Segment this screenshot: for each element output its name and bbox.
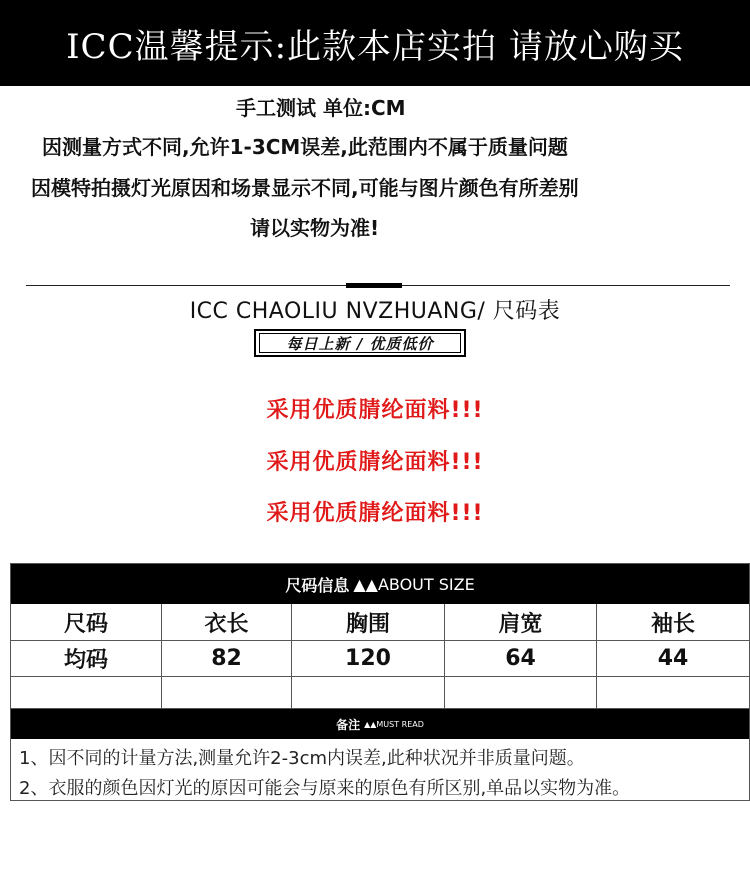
tagline-text: 每日上新 / 优质低价 — [259, 333, 461, 353]
notes-header-en: ▲▲MUST READ — [364, 719, 424, 729]
size-header-en: ▲▲ABOUT SIZE — [353, 574, 475, 594]
section-divider-accent — [346, 283, 402, 288]
section-title: ICC CHAOLIU NVZHUANG/ 尺码表 — [189, 299, 561, 324]
column-header-bust: 胸围 — [292, 604, 445, 641]
table-row — [11, 641, 749, 677]
cell-empty — [292, 677, 445, 709]
size-table-header — [11, 564, 749, 604]
cell-empty — [162, 677, 292, 709]
top-banner — [0, 0, 750, 86]
column-header-sleeve: 袖长 — [597, 604, 749, 641]
column-header-shoulder: 肩宽 — [445, 604, 597, 641]
table-row-empty — [11, 677, 749, 709]
tagline-box — [254, 329, 466, 357]
notes-header-cn: 备注 — [336, 717, 361, 732]
notice-tolerance: 因测量方式不同,允许1-3CM误差,此范围内不属于质量问题 — [42, 135, 568, 159]
notes-header — [11, 709, 749, 739]
note-line-2: 2、衣服的颜色因灯光的原因可能会与原来的原色有所区别,单品以实物为准。 — [19, 778, 631, 799]
size-table — [10, 563, 750, 801]
cell-empty — [597, 677, 749, 709]
size-header-cn: 尺码信息 — [285, 575, 350, 595]
note-line-1: 1、因不同的计量方法,测量允许2-3cm内误差,此种状况并非质量问题。 — [19, 748, 585, 769]
column-header-size: 尺码 — [11, 604, 162, 641]
cell-empty — [11, 677, 162, 709]
cell-sleeve: 44 — [597, 641, 749, 677]
highlight-line-1: 采用优质腈纶面料!!! — [266, 398, 484, 423]
cell-length: 82 — [162, 641, 292, 677]
cell-bust: 120 — [292, 641, 445, 677]
table-header-row — [11, 604, 749, 641]
banner-text: ICC温馨提示:此款本店实拍 请放心购买 — [66, 26, 684, 67]
notice-color: 因模特拍摄灯光原因和场景显示不同,可能与图片颜色有所差别 — [31, 176, 579, 200]
cell-empty — [445, 677, 597, 709]
highlight-line-2: 采用优质腈纶面料!!! — [266, 450, 484, 475]
column-header-length: 衣长 — [162, 604, 292, 641]
cell-shoulder: 64 — [445, 641, 597, 677]
notice-unit: 手工测试 单位:CM — [236, 96, 406, 120]
highlight-line-3: 采用优质腈纶面料!!! — [266, 501, 484, 526]
notice-actual: 请以实物为准! — [250, 216, 380, 240]
cell-size: 均码 — [11, 641, 162, 677]
